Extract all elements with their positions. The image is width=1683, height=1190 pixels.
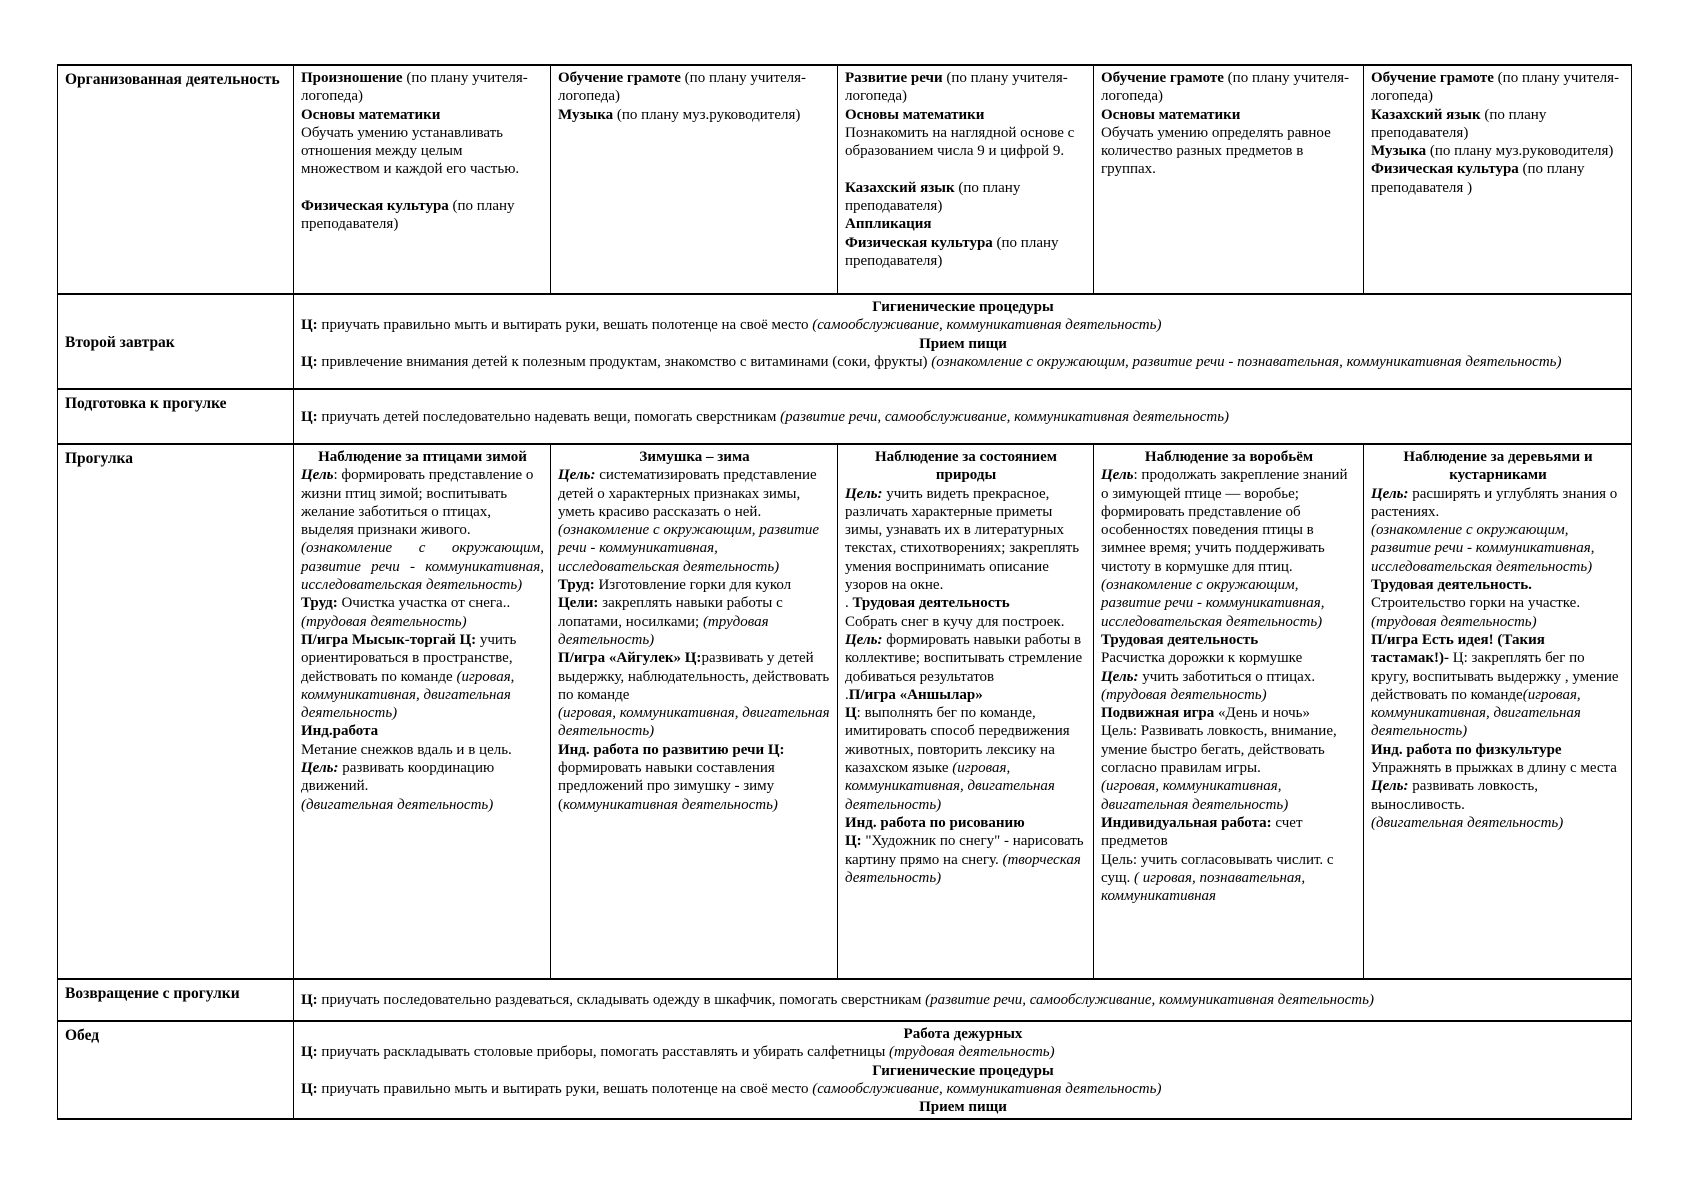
paragraph: [845, 686, 1087, 704]
text-run: П/игра Есть идея! (Такия тастамак!)-: [1371, 631, 1545, 667]
text-run: Инд. работа по развитию речи Ц:: [558, 741, 785, 758]
text-run: (трудовая деятельность): [889, 1044, 1055, 1061]
paragraph: [301, 408, 1625, 426]
text-run: Наблюдение за птицами зимой: [318, 449, 527, 465]
table-row-prep-walk: [58, 389, 1632, 444]
row-label-walk: Прогулка: [58, 444, 294, 979]
paragraph: [845, 814, 1087, 832]
text-run: Трудовая деятельность.: [1371, 577, 1532, 594]
text-run: Ц:: [301, 408, 322, 425]
text-run: закреплять навыки работы с лопатами, носилками;: [558, 595, 783, 630]
text-run: Цель: [1101, 467, 1134, 484]
text-run: Ц: [845, 705, 857, 722]
text-run: Цели:: [558, 595, 603, 612]
text-run: Метание снежков вдаль и в цель.: [301, 741, 512, 758]
paragraph: [1101, 631, 1357, 649]
text-run: (трудовая деятельность): [558, 613, 769, 648]
paragraph: [301, 759, 544, 796]
text-run: Музыка: [1371, 143, 1430, 160]
text-run: Цель: [301, 467, 334, 484]
text-run: Обучать умению определять равное количество разных предметов в группах.: [1101, 124, 1331, 178]
blank-line: [845, 160, 1087, 178]
paragraph: [301, 335, 1625, 353]
text-run: (трудовая деятельность): [1101, 686, 1267, 703]
table-row-organized-activity: [58, 65, 1632, 294]
paragraph: [1101, 124, 1357, 179]
paragraph: [1371, 521, 1625, 576]
text-run: (игровая, коммуникативная, двигательная деятельность): [301, 668, 515, 722]
text-run: Физическая культура: [1371, 161, 1523, 178]
text-run: формировать навыки работы в коллективе; воспитывать стремление добиваться результатов: [845, 631, 1083, 685]
paragraph: [301, 594, 544, 631]
schedule-table-body: [58, 65, 1632, 1119]
paragraph: [1101, 668, 1357, 686]
cell-organized-activity-3: [1094, 65, 1364, 294]
text-run: учить видеть прекрасное, различать характерные приметы зимы, узнавать их в литературных текстах, стихотворениях; закреплять умения воспринимать описание узоров на окне.: [845, 485, 1080, 594]
blank-line: [301, 179, 544, 197]
text-run: Цель:: [845, 631, 887, 648]
text-run: Упражнять в прыжках в длину с места: [1371, 760, 1617, 777]
paragraph: [845, 124, 1087, 161]
paragraph: [1101, 851, 1357, 906]
paragraph: [558, 649, 831, 704]
text-run: (игровая, коммуникативная, двигательная деятельность): [845, 760, 1055, 813]
paragraph: [558, 741, 831, 814]
text-run: (двигательная деятельность): [301, 796, 494, 813]
text-run: развивать координацию движений.: [301, 760, 495, 795]
text-run: Прием пищи: [919, 335, 1007, 352]
paragraph: [1371, 160, 1625, 197]
cell-walk-3: [1094, 444, 1364, 979]
paragraph: [1101, 649, 1357, 667]
text-run: (ознакомление с окружающим, развитие речи - познавательная, коммуникативная деятельность): [931, 353, 1562, 370]
text-run: "Художник по снегу" - нарисовать картину прямо на снегу.: [845, 833, 1084, 868]
paragraph: [1371, 777, 1625, 814]
text-run: Основы математики: [845, 106, 985, 123]
text-run: Очистка участка от снега..: [341, 595, 511, 612]
paragraph: [301, 1043, 1625, 1061]
paragraph: [301, 298, 1625, 316]
paragraph: [558, 521, 831, 576]
text-run: Изготовление горки для кукол: [598, 577, 792, 594]
paragraph: [1371, 814, 1625, 832]
text-run: (развитие речи, самообслуживание, коммуникативная деятельность): [925, 992, 1374, 1009]
cell-return-walk-0: [294, 979, 1632, 1021]
cell-walk-0: [294, 444, 551, 979]
text-run: Цель: Развивать ловкость, внимание, умение быстро бегать, действовать согласно правилам игры.: [1101, 723, 1337, 777]
paragraph: [301, 722, 544, 740]
paragraph: [301, 69, 544, 106]
paragraph: [558, 466, 831, 521]
paragraph: [1101, 466, 1357, 576]
text-run: Основы математики: [1101, 106, 1241, 123]
paragraph: [1371, 576, 1625, 631]
text-run: (по плану преподавателя ): [1371, 161, 1585, 196]
paragraph: [845, 234, 1087, 271]
paragraph: [845, 832, 1087, 887]
paragraph: [301, 539, 544, 594]
text-run: Ц:: [301, 353, 322, 370]
paragraph: [1371, 485, 1625, 522]
text-run: (ознакомление с окружающим, развитие речи - коммуникативная, исследовательская деятельность): [1371, 522, 1595, 575]
text-run: П/игра «Айгулек» Ц:: [558, 650, 702, 667]
row-label-return-walk: Возвращение с прогулки: [58, 979, 294, 1021]
text-run: (трудовая деятельность): [1371, 613, 1537, 630]
paragraph: [558, 69, 831, 106]
text-run: Основы математики: [301, 106, 441, 123]
paragraph: [301, 197, 544, 234]
schedule-table: [57, 64, 1632, 1120]
paragraph: [1101, 704, 1357, 722]
text-run: Познакомить на наглядной основе с образованием числа 9 и цифрой 9.: [845, 124, 1075, 160]
text-run: Цель:: [558, 467, 600, 484]
paragraph: [301, 106, 544, 124]
text-run: Цель:: [1371, 485, 1413, 502]
text-run: Расчистка дорожки к кормушке: [1101, 650, 1303, 667]
text-run: (ознакомление с окружающим, развитие речи - коммуникативная, исследовательская деятельность): [558, 522, 820, 575]
text-run: Обучение грамоте: [558, 70, 685, 86]
text-run: приучать последовательно раздеваться, складывать одежду в шкафчик, помогать сверстникам: [321, 992, 926, 1009]
text-run: (двигательная деятельность): [1371, 814, 1564, 831]
paragraph: [845, 485, 1087, 595]
text-run: Зимушка – зима: [639, 449, 750, 465]
paragraph: [1101, 722, 1357, 777]
text-run: : выполнять бег по команде, имитировать способ передвижения животных, повторить лексику на казахском языке: [845, 705, 1070, 777]
text-run: Наблюдение за состоянием природы: [874, 449, 1057, 484]
text-run: (по плану учителя-логопеда): [301, 70, 528, 105]
text-run: Индивидуальная работа:: [1101, 814, 1276, 831]
text-run: (самообслуживание, коммуникативная деятельность): [812, 1080, 1162, 1097]
paragraph: [301, 466, 544, 539]
text-run: Трудовая деятельность: [1101, 631, 1259, 648]
text-run: (по плану муз.руководителя): [616, 106, 801, 123]
paragraph: [845, 613, 1087, 631]
text-run: Инд. работа по рисованию: [845, 814, 1025, 831]
document-sheet: [57, 64, 1632, 1120]
cell-walk-1: [551, 444, 838, 979]
text-run: Ц:: [301, 1044, 322, 1061]
paragraph: [301, 353, 1625, 371]
text-run: Обучение грамоте: [1101, 70, 1228, 86]
text-run: (по плану учителя-логопеда): [845, 70, 1068, 105]
text-run: ( игровая, познавательная, коммуникативная: [1101, 869, 1306, 905]
text-run: Цель:: [1371, 778, 1413, 795]
paragraph: [1371, 741, 1625, 759]
text-run: (по плану преподавателя): [301, 198, 515, 233]
paragraph: [845, 106, 1087, 124]
paragraph: [301, 316, 1625, 334]
paragraph: [301, 1025, 1625, 1043]
text-run: (игровая, коммуникативная, двигательная деятельность): [1371, 686, 1581, 740]
text-run: приучать раскладывать столовые приборы, помогать расставлять и убирать салфетницы: [321, 1044, 890, 1061]
text-run: Подвижная игра: [1101, 705, 1218, 722]
text-run: развивать у детей выдержку, наблюдательность, действовать по команде: [558, 650, 830, 703]
paragraph: [1371, 759, 1625, 777]
text-run: П/игра «Аншылар»: [848, 686, 983, 703]
text-run: Трудовая деятельность: [852, 595, 1010, 612]
text-run: Прием пищи: [919, 1099, 1007, 1116]
paragraph: [1101, 448, 1357, 466]
table-row-lunch: [58, 1021, 1632, 1119]
text-run: (игровая, коммуникативная, двигательная деятельность): [1101, 778, 1289, 813]
text-run: Наблюдение за воробьём: [1144, 449, 1314, 465]
paragraph: [1371, 448, 1625, 485]
paragraph: [301, 631, 544, 722]
text-run: Музыка: [558, 106, 617, 123]
cell-walk-2: [838, 444, 1094, 979]
text-run: (по плану преподавателя): [1371, 106, 1547, 141]
text-run: учить заботиться о птицах.: [1142, 668, 1316, 685]
cell-organized-activity-0: [294, 65, 551, 294]
text-run: Аппликация: [845, 216, 932, 233]
paragraph: [1371, 631, 1625, 741]
paragraph: [845, 704, 1087, 814]
paragraph: [301, 448, 544, 466]
row-label-second-breakfast: Второй завтрак: [58, 294, 294, 389]
text-run: : продолжать закрепление знаний о зимующей птице — воробье; формировать представление об особенностях поведения птицы в зимнее время; учить поддерживать чистоту в кормушке для птиц.: [1101, 467, 1348, 575]
text-run: Собрать снег в кучу для построек.: [845, 613, 1065, 630]
text-run: систематизировать представление детей о характерных признаках зимы, уметь красиво рассказать о ней.: [558, 467, 817, 520]
text-run: (по плану муз.руководителя): [1429, 143, 1614, 160]
paragraph: [1101, 686, 1357, 704]
table-row-return-walk: [58, 979, 1632, 1021]
paragraph: [558, 704, 831, 741]
paragraph: [1101, 106, 1357, 124]
text-run: Инд. работа по физкультуре: [1371, 741, 1562, 758]
text-run: Ц:: [301, 992, 322, 1009]
text-run: Ц:: [845, 833, 866, 850]
text-run: Физическая культура: [845, 234, 997, 251]
cell-prep-walk-0: [294, 389, 1632, 444]
text-run: .: [845, 595, 853, 612]
text-run: Труд:: [558, 577, 599, 594]
text-run: (по плану учителя-логопеда): [1101, 70, 1350, 105]
paragraph: [845, 215, 1087, 233]
paragraph: [558, 576, 831, 594]
text-run: : формировать представление о жизни птиц зимой; воспитывать желание заботиться о птицах, выделяя признаки живого.: [301, 467, 534, 539]
paragraph: [558, 594, 831, 649]
paragraph: [301, 1062, 1625, 1080]
paragraph: [301, 1098, 1625, 1116]
paragraph: [1371, 69, 1625, 106]
text-run: Труд:: [301, 595, 342, 612]
text-run: Строительство горки на участке.: [1371, 595, 1581, 612]
cell-second-breakfast-0: [294, 294, 1632, 389]
paragraph: [301, 991, 1625, 1009]
paragraph: [301, 741, 544, 759]
text-run: (творческая деятельность): [845, 851, 1081, 886]
text-run: Ц:: [301, 317, 322, 334]
text-run: Цель:: [845, 485, 887, 502]
text-run: Обучение грамоте: [1371, 70, 1498, 86]
text-run: (ознакомление с окружающим, развитие речи - коммуникативная, исследовательская деятельность): [1101, 577, 1325, 630]
text-run: Гигиенические процедуры: [872, 1062, 1054, 1079]
text-run: (ознакомление с окружающим, развитие речи - коммуникативная, исследовательская деятельность): [301, 540, 544, 594]
text-run: .: [845, 686, 849, 703]
paragraph: [1101, 69, 1357, 106]
paragraph: [301, 796, 544, 814]
text-run: Казахский язык: [845, 179, 959, 196]
text-run: привлечение внимания детей к полезным продуктам, знакомство с витаминами (соки, фрукты): [321, 353, 932, 370]
text-run: учить ориентироваться в пространстве, действовать по команде: [301, 631, 517, 685]
paragraph: [845, 69, 1087, 106]
text-run: формировать навыки составления предложений про зимушку - зиму (: [558, 760, 775, 813]
text-run: П/игра Мысык-торгай Ц:: [301, 631, 480, 648]
text-run: «День и ночь»: [1218, 705, 1310, 722]
paragraph: [1371, 142, 1625, 160]
row-label-prep-walk: Подготовка к прогулке: [58, 389, 294, 444]
row-label-lunch: Обед: [58, 1021, 294, 1119]
text-run: Казахский язык: [1371, 106, 1485, 123]
text-run: Ц: закреплять бег по кругу, воспитывать выдержку , умение действовать по команде: [1371, 650, 1619, 703]
text-run: (по плану учителя-логопеда): [558, 70, 807, 105]
paragraph: [1101, 777, 1357, 814]
text-run: (развитие речи, самообслуживание, коммуникативная деятельность): [780, 408, 1230, 425]
cell-organized-activity-2: [838, 65, 1094, 294]
text-run: (игровая, коммуникативная, двигательная деятельность): [558, 705, 830, 740]
paragraph: [845, 594, 1087, 612]
text-run: Обучать умению устанавливать отношения между целым множеством и каждой его частью.: [301, 124, 520, 178]
text-run: счет предметов: [1101, 814, 1303, 850]
text-run: Наблюдение за деревьями и кустарниками: [1403, 449, 1593, 484]
table-row-second-breakfast: [58, 294, 1632, 389]
text-run: Цель: учить согласовывать числит. с сущ.: [1101, 851, 1334, 886]
paragraph: [301, 1080, 1625, 1098]
text-run: Инд.работа: [301, 723, 379, 740]
text-run: приучать правильно мыть и вытирать руки, вешать полотенце на своё место: [321, 317, 813, 334]
row-label-organized-activity: Организованная деятельность: [58, 65, 294, 294]
text-run: (по плану учителя-логопеда): [1371, 70, 1620, 105]
paragraph: [1101, 576, 1357, 631]
text-run: Развитие речи: [845, 70, 947, 86]
paragraph: [558, 448, 831, 466]
text-run: коммуникативная деятельность): [563, 796, 778, 813]
paragraph: [845, 631, 1087, 686]
text-run: Работа дежурных: [903, 1026, 1023, 1042]
text-run: приучать правильно мыть и вытирать руки, вешать полотенце на своё место: [321, 1080, 813, 1097]
text-run: (трудовая деятельность): [301, 613, 467, 630]
text-run: Физическая культура: [301, 198, 453, 215]
paragraph: [1101, 814, 1357, 851]
text-run: (по плану преподавателя): [845, 234, 1059, 269]
paragraph: [845, 448, 1087, 485]
text-run: Гигиенические процедуры: [872, 299, 1054, 315]
text-run: Произношение: [301, 70, 407, 86]
text-run: развивать ловкость, выносливость.: [1371, 778, 1539, 813]
cell-organized-activity-4: [1364, 65, 1632, 294]
cell-lunch-0: [294, 1021, 1632, 1119]
paragraph: [558, 106, 831, 124]
cell-organized-activity-1: [551, 65, 838, 294]
paragraph: [1371, 106, 1625, 143]
text-run: Ц:: [301, 1080, 322, 1097]
text-run: расширять и углублять знания о растениях.: [1371, 485, 1618, 520]
paragraph: [845, 179, 1087, 216]
text-run: Цель:: [301, 760, 343, 777]
paragraph: [301, 124, 544, 179]
text-run: (самообслуживание, коммуникативная деятельность): [812, 317, 1162, 334]
text-run: Цель:: [1101, 668, 1143, 685]
cell-walk-4: [1364, 444, 1632, 979]
table-row-walk: [58, 444, 1632, 979]
text-run: (по плану преподавателя): [845, 179, 1021, 215]
text-run: приучать детей последовательно надевать вещи, помогать сверстникам: [321, 408, 781, 425]
